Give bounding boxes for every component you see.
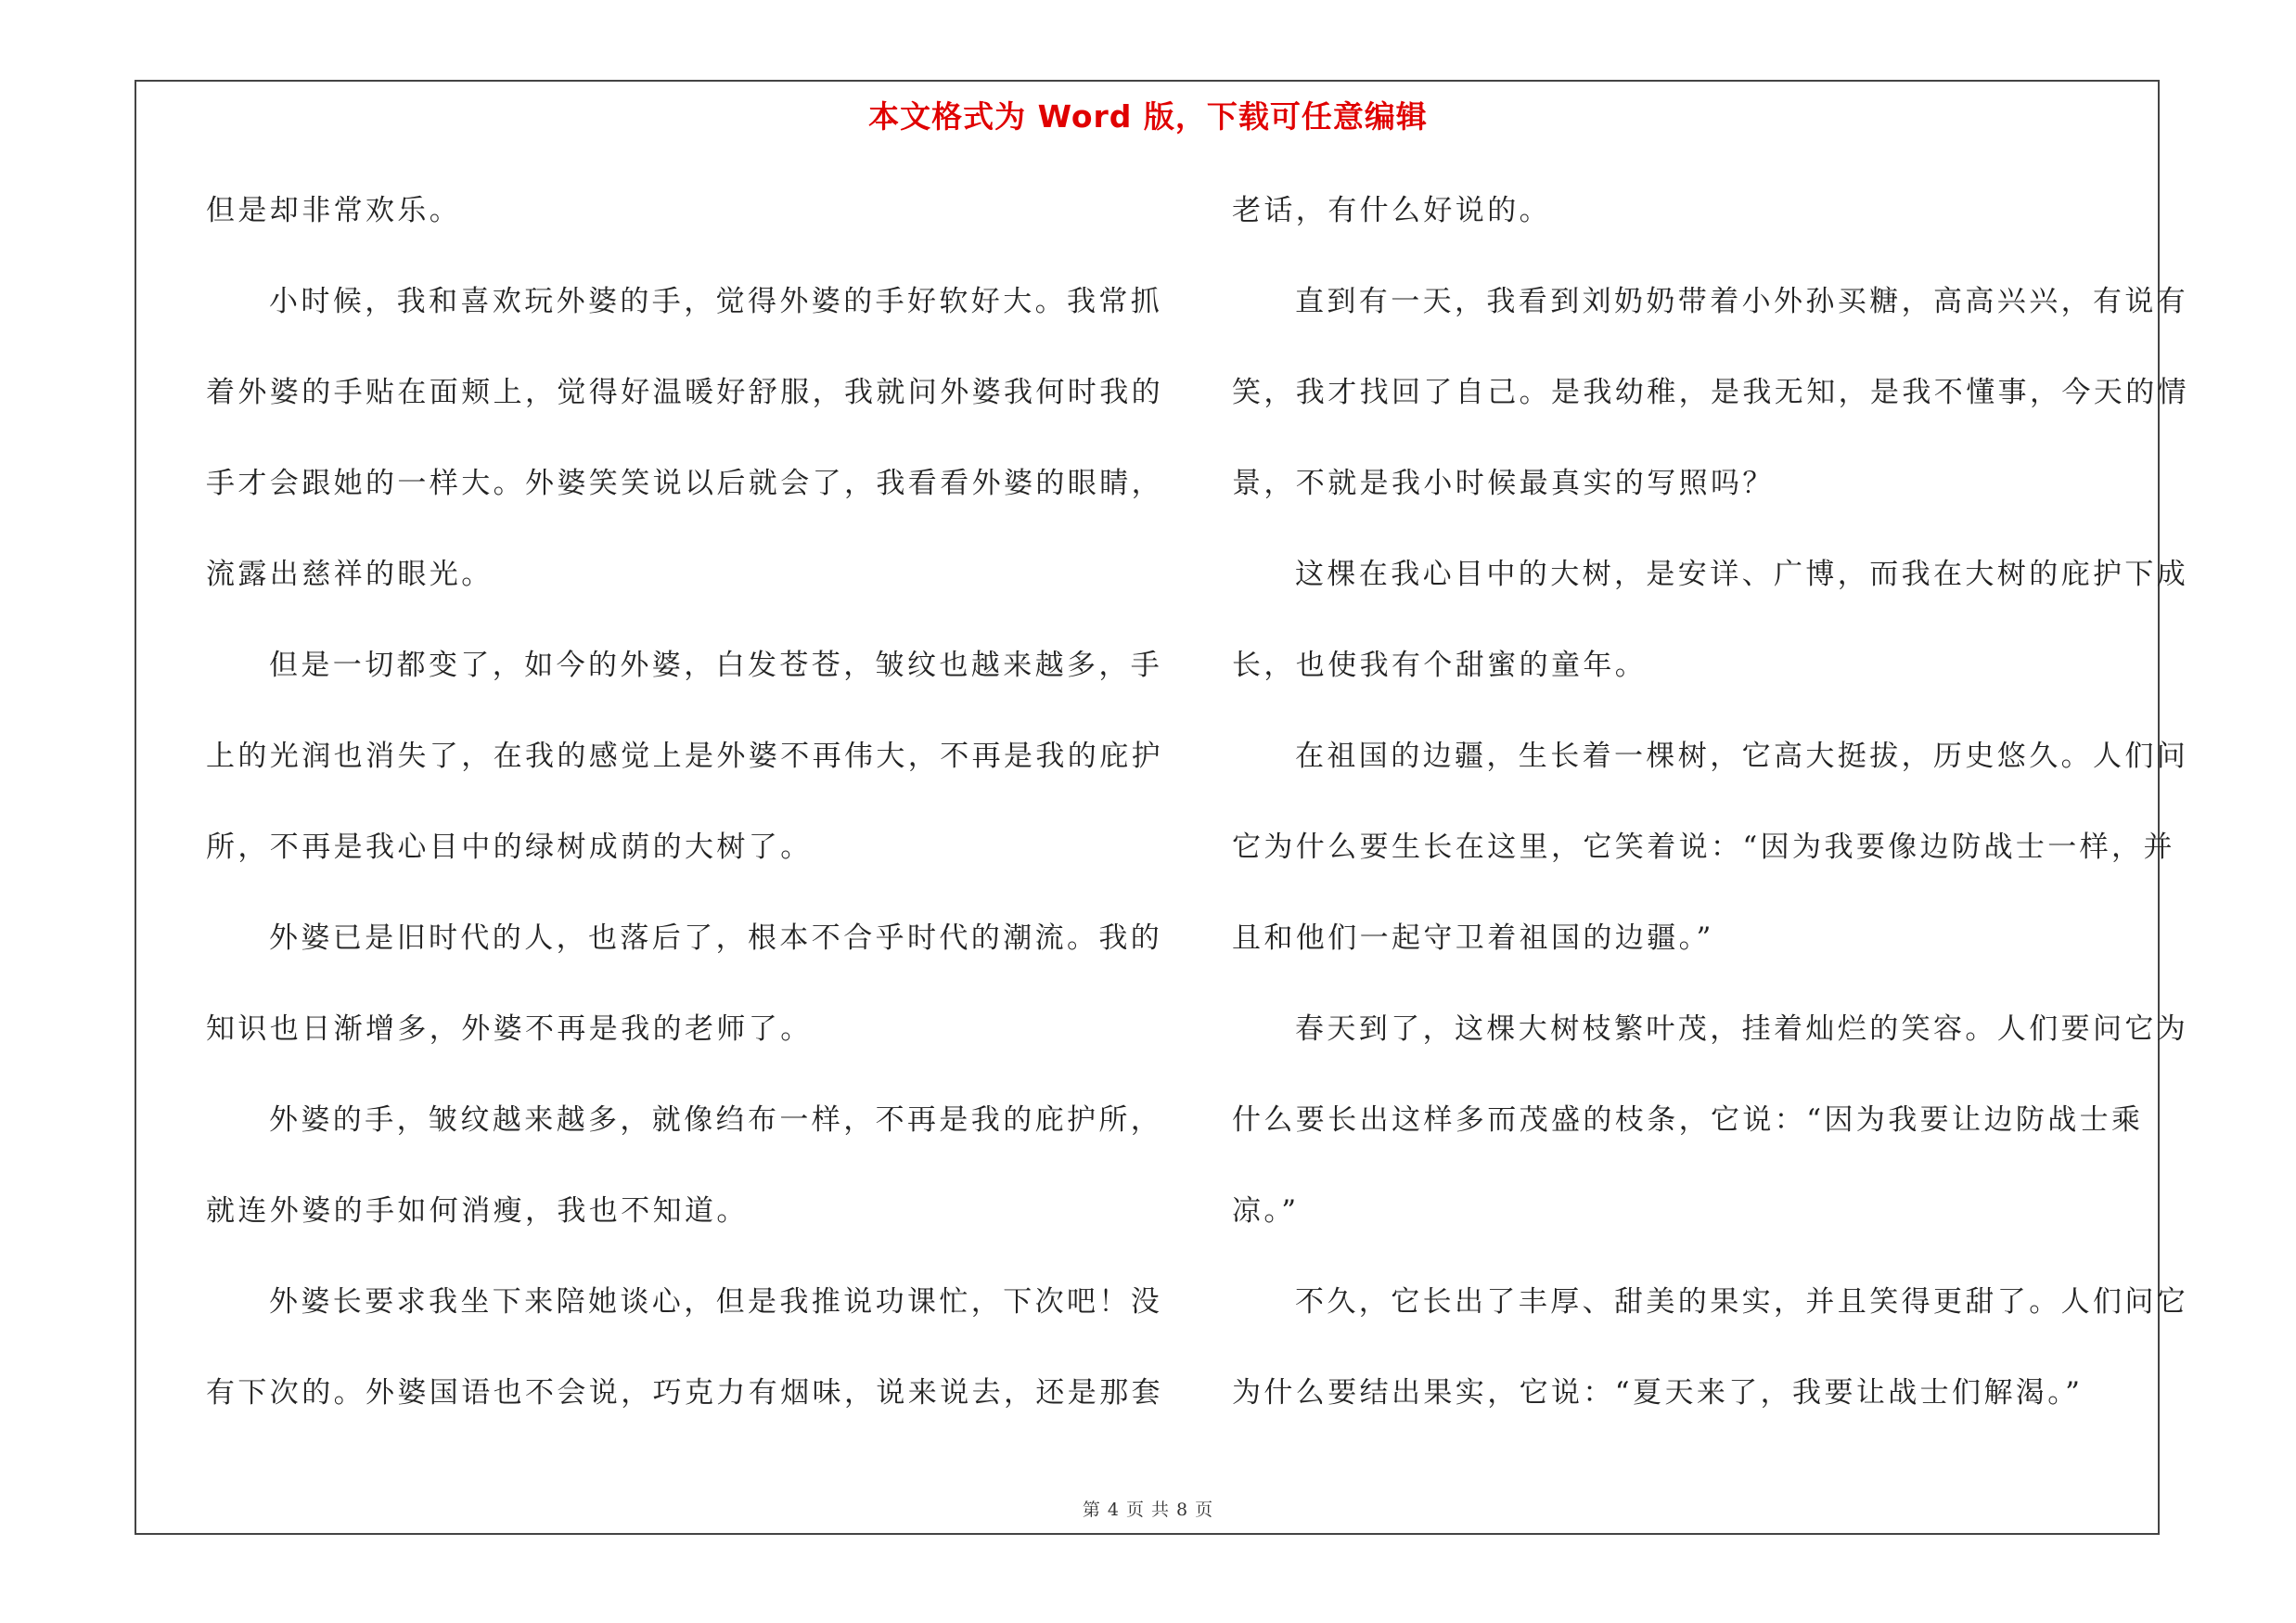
text-line: 但是一切都变了，如今的外婆，白发苍苍，皱纹也越来越多，手	[269, 649, 1163, 682]
text-line: 但是却非常欢乐。	[206, 194, 462, 227]
text-line: 知识也日渐增多，外婆不再是我的老师了。	[206, 1012, 813, 1046]
text-line: 为什么要结出果实，它说：“夏天来了，我要让战士们解渴。”	[1232, 1376, 2084, 1410]
text-line: 有下次的。外婆国语也不会说，巧克力有烟味，说来说去，还是那套	[206, 1376, 1163, 1410]
format-notice-banner: 本文格式为 Word 版，下载可任意编辑	[868, 98, 1428, 135]
text-line: 外婆已是旧时代的人，也落后了，根本不合乎时代的潮流。我的	[269, 921, 1163, 955]
text-line: 在祖国的边疆，生长着一棵树，它高大挺拔，历史悠久。人们问	[1295, 740, 2189, 773]
text-line: 且和他们一起守卫着祖国的边疆。”	[1232, 921, 1714, 955]
text-line: 凉。”	[1232, 1194, 1300, 1228]
right-text-column	[1232, 178, 2189, 1451]
text-line: 小时候，我和喜欢玩外婆的手，觉得外婆的手好软好大。我常抓	[269, 285, 1163, 318]
text-line: 笑，我才找回了自己。是我幼稚，是我无知，是我不懂事，今天的情	[1232, 376, 2189, 409]
text-line: 不久，它长出了丰厚、甜美的果实，并且笑得更甜了。人们问它	[1295, 1285, 2189, 1319]
text-line: 老话，有什么好说的。	[1232, 194, 1551, 227]
text-line: 手才会跟她的一样大。外婆笑笑说以后就会了，我看看外婆的眼睛，	[206, 467, 1163, 500]
text-line: 这棵在我心目中的大树，是安详、广博，而我在大树的庇护下成	[1295, 558, 2189, 591]
left-text-column	[206, 178, 1163, 1451]
text-line: 着外婆的手贴在面颊上，觉得好温暖好舒服，我就问外婆我何时我的	[206, 376, 1163, 409]
page-number-footer: 第 4 页 共 8 页	[1082, 1500, 1214, 1520]
text-line: 什么要长出这样多而茂盛的枝条，它说：“因为我要让边防战士乘	[1232, 1103, 2144, 1137]
text-line: 景，不就是我小时候最真实的写照吗？	[1232, 467, 1775, 500]
text-line: 它为什么要生长在这里，它笑着说：“因为我要像边防战士一样，并	[1232, 831, 2175, 864]
text-line: 外婆长要求我坐下来陪她谈心，但是我推说功课忙，下次吧！没	[269, 1285, 1163, 1319]
text-line: 外婆的手，皱纹越来越多，就像绉布一样，不再是我的庇护所，	[269, 1103, 1163, 1137]
text-line: 就连外婆的手如何消瘦，我也不知道。	[206, 1194, 749, 1228]
text-line: 长，也使我有个甜蜜的童年。	[1232, 649, 1648, 682]
text-line: 上的光润也消失了，在我的感觉上是外婆不再伟大，不再是我的庇护	[206, 740, 1163, 773]
text-line: 流露出慈祥的眼光。	[206, 558, 494, 591]
text-line: 春天到了，这棵大树枝繁叶茂，挂着灿烂的笑容。人们要问它为	[1295, 1012, 2189, 1046]
text-line: 所，不再是我心目中的绿树成荫的大树了。	[206, 831, 813, 864]
text-line: 直到有一天，我看到刘奶奶带着小外孙买糖，高高兴兴，有说有	[1295, 285, 2189, 318]
